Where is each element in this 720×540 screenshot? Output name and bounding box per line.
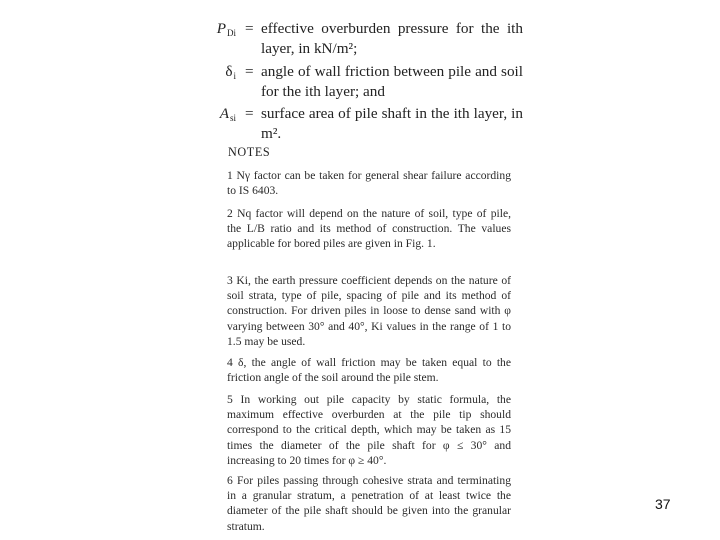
definition-a-si — [0, 104, 720, 150]
definition-equals: = — [245, 63, 254, 80]
definition-p-di — [0, 19, 720, 65]
definition-symbol: $P_{Di}$ — [216, 20, 236, 38]
definition-symbol: $\delta_i$ — [225, 63, 236, 81]
definition-text: surface area of pile shaft in the ith layer, in m². — [261, 105, 523, 142]
note-1: 1 Nγ factor can be taken for general shear failure according to IS 6403. — [227, 169, 511, 198]
definition-symbol: $A_{si}$ — [219, 105, 236, 123]
page-number: 37 — [655, 496, 671, 512]
definition-equals: = — [245, 20, 254, 37]
note-5: 5 In working out pile capacity by static formula, the maximum effective overburden at the pile tip should correspond to the critical depth, which may be taken as 15 times the diameter of the pile shaft for φ ≤ 30° and increasing to 20 times for φ ≥ 40°. — [227, 393, 511, 467]
note-2: 2 Nq factor will depend on the nature of soil, type of pile, the L/B ratio and its method of construction. The values applicable for bored piles are given in Fig. 1. — [227, 207, 511, 251]
note-6: 6 For piles passing through cohesive strata and terminating in a granular stratum, a penetration of at least twice the diameter of the pile shaft should be given into the granular stratum. — [227, 474, 511, 533]
definition-equals: = — [245, 105, 254, 122]
notes-heading: NOTES — [228, 145, 271, 159]
definition-delta-i — [0, 62, 720, 108]
note-3: 3 Ki, the earth pressure coefficient depends on the nature of soil strata, type of pile, spacing of pile and its method of construction. For driven piles in loose to dense sand with φ varying between 30° and 40°, Ki values in the range of 1 to 1.5 may be used. — [227, 274, 511, 348]
definition-text: effective overburden pressure for the ith layer, in kN/m²; — [261, 20, 523, 57]
note-4: 4 δ, the angle of wall friction may be taken equal to the friction angle of the soil around the pile stem. — [227, 356, 511, 385]
definition-text: angle of wall friction between pile and soil for the ith layer; and — [261, 63, 523, 100]
